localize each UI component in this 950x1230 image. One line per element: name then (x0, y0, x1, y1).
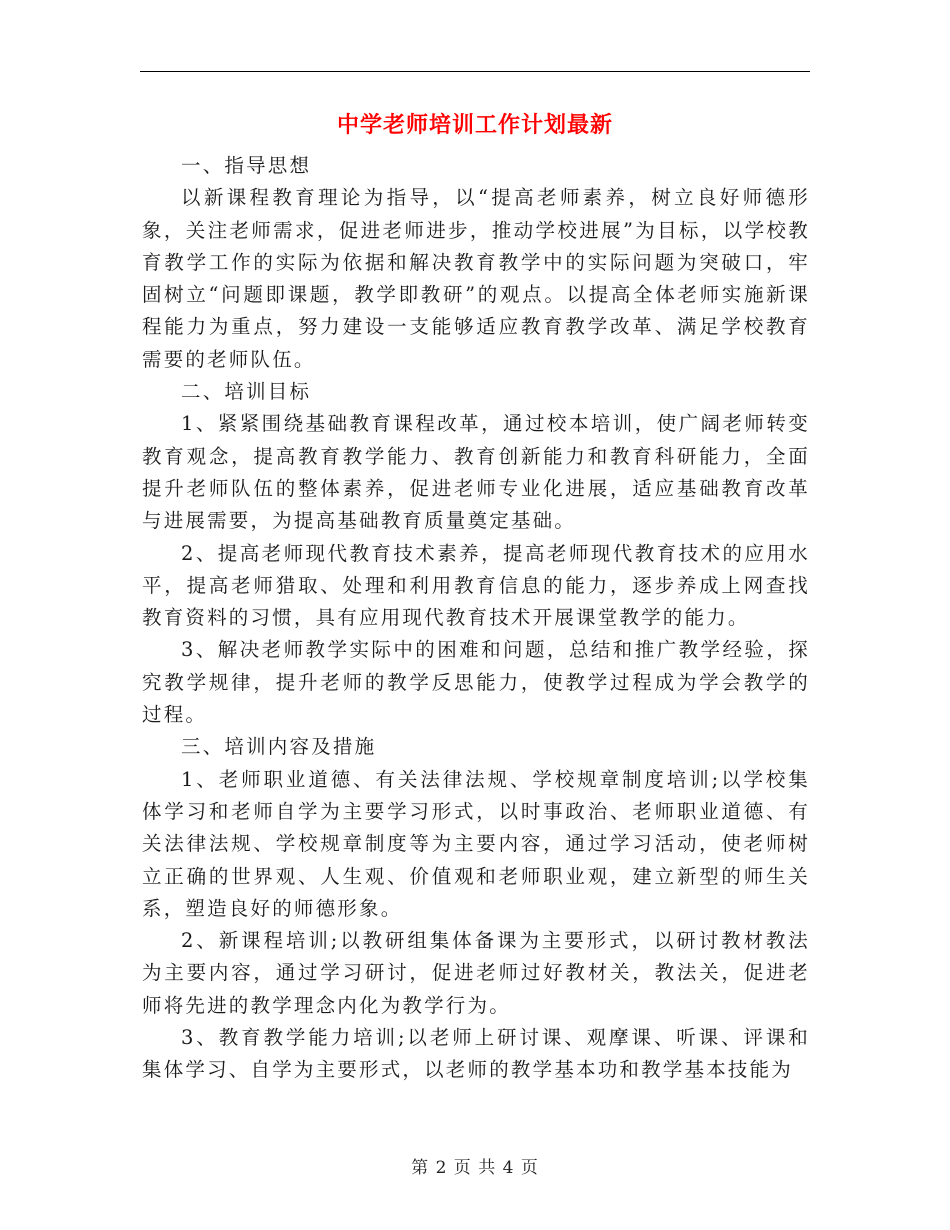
section-heading: 三、培训内容及措施 (181, 735, 377, 759)
paragraph: 1、老师职业道德、有关法律法规、学校规章制度培训;以学校集体学习和老师自学为主要学习形式，以时事政治、老师职业道德、有关法律法规、学校规章制度等为主要内容，通过学习活动，使老师树立正确的世界观、人生观、价值观和老师职业观，建立新型的师生关系，塑造良好的师德形象。 (142, 767, 810, 920)
paragraph: 2、新课程培训;以教研组集体备课为主要形式，以研讨教材教法为主要内容，通过学习研讨，促进老师过好教材关，教法关，促进老师将先进的教学理念内化为教学行为。 (142, 929, 810, 1017)
paragraph: 2、提高老师现代教育技术素养，提高老师现代教育技术的应用水平，提高老师猎取、处理和利用教育信息的能力，逐步养成上网查找教育资料的习惯，具有应用现代教育技术开展课堂教学的能力。 (142, 541, 810, 630)
header-rule (140, 71, 810, 72)
page-number: 第 2 页 共 4 页 (411, 1158, 539, 1178)
page-footer (0, 1153, 950, 1178)
section-heading: 二、培训目标 (181, 380, 312, 404)
section-heading: 一、指导思想 (181, 154, 312, 177)
document-title: 中学老师培训工作计划最新 (336, 112, 613, 138)
paragraph: 以新课程教育理论为指导，以“提高老师素养，树立良好师德形象，关注老师需求，促进老师进步，推动学校进展”为目标，以学校教育教学工作的实际为依据和解决教育教学中的实际问题为突破口，牢固树立“问题即课题，教学即教研”的观点。以提高全体老师实施新课程能力为重点，努力建设一支能够适应教育教学改革、满足学校教育需要的老师队伍。 (142, 186, 810, 371)
paragraph: 3、教育教学能力培训;以老师上研讨课、观摩课、听课、评课和集体学习、自学为主要形式，以老师的教学基本功和教学基本技能为 (142, 1026, 810, 1082)
document-body (142, 150, 810, 1087)
paragraph: 1、紧紧围绕基础教育课程改革，通过校本培训，使广阔老师转变教育观念，提高教育教学能力、教育创新能力和教育科研能力，全面提升老师队伍的整体素养，促进老师专业化进展，适应基础教育改革与进展需要，为提高基础教育质量奠定基础。 (142, 412, 810, 533)
paragraph: 3、解决老师教学实际中的困难和问题，总结和推广教学经验，探究教学规律，提升老师的教学反思能力，使教学过程成为学会教学的过程。 (142, 638, 810, 727)
